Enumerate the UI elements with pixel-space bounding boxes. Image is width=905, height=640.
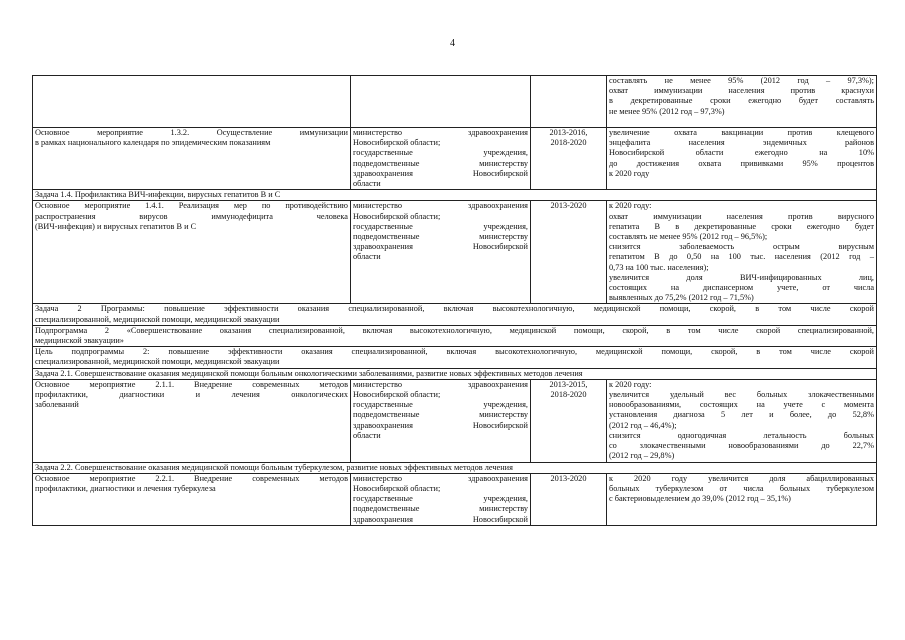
task-row — [33, 190, 877, 201]
activity-cell: Основное мероприятие 2.1.1. Внедрение современных методов профилактики, диагностики и лечения онкологических заболеваний — [33, 379, 351, 462]
task-row — [33, 368, 877, 379]
task-heading: Задача 2.2. Совершенствование оказания медицинской помощи больным туберкулезом, развитие новых эффективных методов лечения — [33, 462, 877, 473]
program-activities-table — [32, 75, 877, 526]
task-heading: Задача 2.1. Совершенствование оказания медицинской помощи больным онкологическими заболеваниями, развитие новых эффективных методов лечения — [33, 368, 877, 379]
expected-results-cell: к 2020 году: увеличится удельный вес больных злокачественными новообразованиями, состоящих на учете с момента установления диагноза 5 лет и более, до 52,8% (2012 год – 46,4%); снизится одногодичная летальность больных со злокачественными новообразованиями до 22,7% (2012 год – 29,8%) — [607, 379, 877, 462]
task-row — [33, 462, 877, 473]
table-row — [33, 128, 877, 190]
page-number: 4 — [450, 38, 455, 49]
table-row — [33, 379, 877, 462]
activity-cell: Основное мероприятие 1.3.2. Осуществление иммунизации в рамках национального календаря по эпидемическим показаниям — [33, 128, 351, 190]
expected-results-cell: увеличение охвата вакцинации против клещевого энцефалита населения эндемичных районов Новосибирской области ежегодно на 10% до достижения охвата прививками 95% процентов к 2020 году — [607, 128, 877, 190]
subprogram-goal-heading: Цель подпрограммы 2: повышение эффективности оказания специализированной, включая высокотехнологичную, медицинской помощи, скорой, в том числе скорой специализированной, медицинской помощи, медицинской эвакуации — [33, 347, 877, 368]
expected-results-cell: составлять не менее 95% (2012 год – 97,3%); охват иммунизации населения против краснухи в декретированные сроки ежегодно будет составлять не менее 95% (2012 год – 97,3%) — [607, 76, 877, 128]
activity-cell: Основное мероприятие 1.4.1. Реализация мер по противодействию распространения вирусов иммунодефицита человека (ВИЧ-инфекция) и вирусных гепатитов В и С — [33, 201, 351, 304]
program-task-row — [33, 304, 877, 325]
subprogram-goal-row — [33, 347, 877, 368]
executor-cell: министерство здравоохранения Новосибирской области; государственные учреждения, подведомственные министерству здравоохранения Новосибирской области — [351, 201, 531, 304]
subprogram-heading: Подпрограмма 2 «Совершенствование оказания специализированной, включая высокотехнологичную, медицинской помощи, скорой, в том числе скорой специализированной, медицинской эвакуации» — [33, 325, 877, 346]
period-cell: 2013-2020 — [531, 201, 607, 304]
executor-cell: министерство здравоохранения Новосибирской области; государственные учреждения, подведомственные министерству здравоохранения Новосибирской области — [351, 379, 531, 462]
task-heading: Задача 1.4. Профилактика ВИЧ-инфекции, вирусных гепатитов В и С — [33, 190, 877, 201]
executor-cell: министерство здравоохранения Новосибирской области; государственные учреждения, подведомственные министерству здравоохранения Новосибирской области — [351, 128, 531, 190]
period-cell: 2013-2020 — [531, 473, 607, 525]
table-row — [33, 76, 877, 128]
program-task-heading: Задача 2 Программы: повышение эффективности оказания специализированной, включая высокотехнологичную, медицинской помощи, скорой, в том числе скорой специализированной, медицинской помощи, медицинской эвакуации — [33, 304, 877, 325]
expected-results-cell: к 2020 году увеличится доля абациллированных больных туберкулезом от числа больных туберкулезом с бактериовыделением до 39,0% (2012 год – 35,1%) — [607, 473, 877, 525]
table-row — [33, 201, 877, 304]
expected-results-cell: к 2020 году: охват иммунизации населения против вирусного гепатита В в декретированные сроки ежегодно будет составлять не менее 95% (2012 год – 96,5%); снизится заболеваемость острым вирусным гепатитом В до 0,50 на 100 тыс. населения (2012 год – 0,73 на 100 тыс. населения); увеличится доля ВИЧ-инфицированных лиц, состоящих на диспансерном учете, от числа выявленных до 75,2% (2012 год – 71,5%) — [607, 201, 877, 304]
activity-cell: Основное мероприятие 2.2.1. Внедрение современных методов профилактики, диагностики и лечения туберкулеза — [33, 473, 351, 525]
table-row — [33, 473, 877, 525]
executor-cell: министерство здравоохранения Новосибирской области; государственные учреждения, подведомственные министерству здравоохранения Новосибирской — [351, 473, 531, 525]
period-cell: 2013-2015, 2018-2020 — [531, 379, 607, 462]
subprogram-row — [33, 325, 877, 346]
period-cell: 2013-2016, 2018-2020 — [531, 128, 607, 190]
